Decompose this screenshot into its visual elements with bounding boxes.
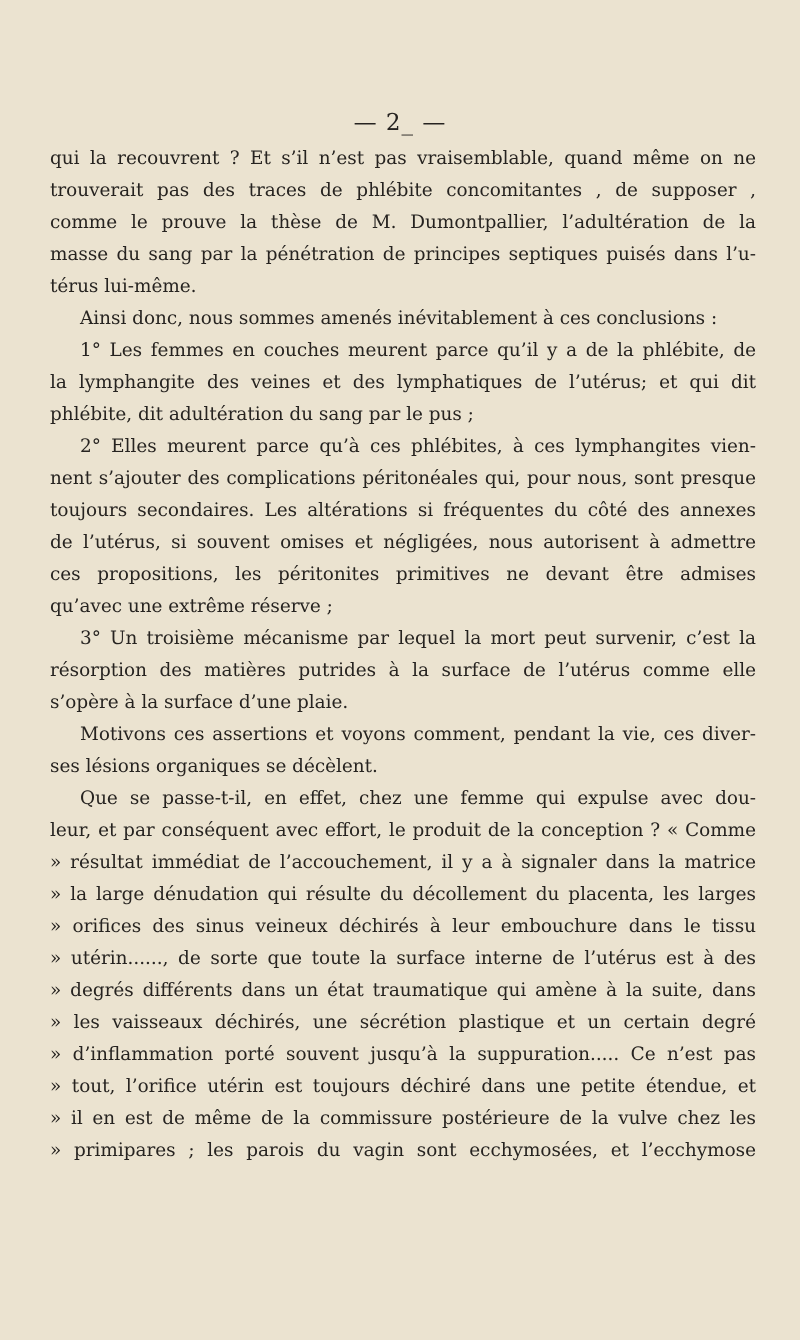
text-line: » la large dénudation qui résulte du décollement du placenta, les larges: [50, 884, 756, 905]
text-line: » primipares ; les parois du vagin sont ecchymosées, et l’ecchymose: [50, 1140, 756, 1161]
text-line: de l’utérus, si souvent omises et négligées, nous autorisent à admettre: [50, 532, 756, 553]
text-line: trouverait pas des traces de phlébite concomitantes , de supposer ,: [50, 180, 756, 201]
text-line: » tout, l’orifice utérin est toujours déchiré dans une petite étendue, et: [50, 1076, 756, 1097]
text-line: Que se passe-t-il, en effet, chez une femme qui expulse avec dou-: [80, 788, 756, 809]
text-line: » résultat immédiat de l’accouchement, il y a à signaler dans la matrice: [50, 852, 756, 873]
text-line: masse du sang par la pénétration de principes septiques puisés dans l’u-: [50, 244, 756, 265]
text-line: phlébite, dit adultération du sang par le pus ;: [50, 404, 474, 425]
text-line: 1° Les femmes en couches meurent parce qu’il y a de la phlébite, de: [80, 340, 756, 361]
text-line: s’opère à la surface d’une plaie.: [50, 692, 349, 713]
text-line: résorption des matières putrides à la surface de l’utérus comme elle: [50, 660, 756, 681]
text-line: » d’inflammation porté souvent jusqu’à la suppuration..... Ce n’est pas: [50, 1044, 756, 1065]
text-line: Motivons ces assertions et voyons comment, pendant la vie, ces diver-: [80, 724, 756, 745]
text-line: qui la recouvrent ? Et s’il n’est pas vraisemblable, quand même on ne: [50, 148, 756, 169]
text-line: ses lésions organiques se décèlent.: [50, 756, 378, 777]
text-line: 2° Elles meurent parce qu’à ces phlébites, à ces lymphangites vien-: [80, 436, 756, 457]
text-line: » orifices des sinus veineux déchirés à leur embouchure dans le tissu: [50, 916, 756, 937]
page-number: — 2_ —: [353, 110, 447, 136]
text-line: nent s’ajouter des complications péritonéales qui, pour nous, sont presque: [50, 468, 756, 489]
text-line: la lymphangite des veines et des lymphatiques de l’utérus; et qui dit: [50, 372, 756, 393]
text-line: ces propositions, les péritonites primitives ne devant être admises: [50, 564, 756, 585]
text-line: leur, et par conséquent avec effort, le produit de la conception ? « Comme: [50, 820, 756, 841]
text-line: » utérin......, de sorte que toute la surface interne de l’utérus est à des: [50, 948, 756, 969]
text-line: térus lui-même.: [50, 276, 197, 297]
body-text: [50, 143, 756, 1167]
text-line: Ainsi donc, nous sommes amenés inévitablement à ces conclusions :: [80, 308, 718, 329]
text-line: toujours secondaires. Les altérations si fréquentes du côté des annexes: [50, 500, 756, 521]
text-line: 3° Un troisième mécanisme par lequel la mort peut survenir, c’est la: [80, 628, 756, 649]
text-line: » les vaisseaux déchirés, une sécrétion plastique et un certain degré: [50, 1012, 756, 1033]
text-line: comme le prouve la thèse de M. Dumontpallier, l’adultération de la: [50, 212, 756, 233]
text-line: qu’avec une extrême réserve ;: [50, 596, 333, 617]
text-line: » degrés différents dans un état traumatique qui amène à la suite, dans: [50, 980, 756, 1001]
text-line: » il en est de même de la commissure postérieure de la vulve chez les: [50, 1108, 756, 1129]
